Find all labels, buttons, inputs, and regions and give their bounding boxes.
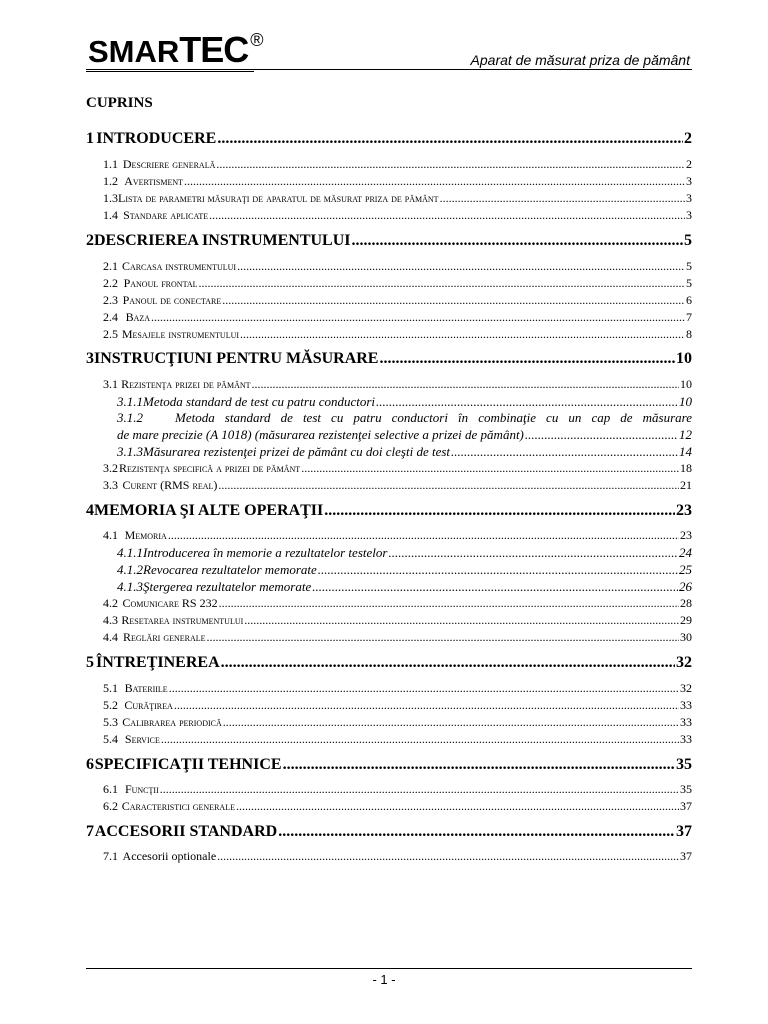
dot-leader [283,756,675,774]
dot-leader [219,596,679,611]
dot-leader [324,502,675,520]
toc-entry-page: 32 [676,654,692,671]
toc-entry-3-1-3[interactable] [117,444,692,461]
dot-leader [217,130,683,148]
toc-entry-title: Panoul frontal [123,276,198,290]
dot-leader [160,782,679,797]
dot-leader [161,732,679,747]
toc-entry-number: 1.1 [103,157,118,171]
header-title: Aparat de măsurat priza de pământ [470,52,690,68]
toc-entry-page: 23 [680,528,692,542]
toc-entry-number: 3.3 [103,478,118,492]
toc-entry-title: Caracteristici generale [121,799,235,813]
toc-entry-3-1-2[interactable] [117,410,692,427]
toc-entry-title: Avertisment [124,174,184,188]
toc-entry-5-4[interactable] [103,732,692,748]
toc-entry-title: Bateriile [124,681,168,695]
toc-entry-number: 5.4 [103,732,118,746]
dot-leader [216,157,685,172]
toc-entry-title: Rezistenţa prizei de pământ [121,377,251,391]
toc-entry-number: 4.2 [103,596,118,610]
logo-text-tail: TEC [179,29,249,70]
dot-leader [525,427,678,443]
toc-entry-1-3[interactable] [103,191,692,207]
toc-entry-continuation[interactable] [117,427,692,444]
page-number: - 1 - [372,972,396,987]
toc-entry-number: 3.1.3 [117,444,143,459]
header-divider [86,69,692,70]
toc-entry-number: 4.1.2 [117,562,143,577]
toc-entry-title: Metoda standard de test cu patru conductori în combinaţie cu un cap de măsurare [175,410,692,425]
toc-entry-number: 1 [86,130,94,147]
dot-leader [301,461,679,476]
toc-entry-page: 35 [680,782,692,796]
dot-leader [218,478,679,493]
toc-entry-1-2[interactable] [103,174,692,190]
toc-heading: CUPRINS [86,95,153,111]
toc-entry-number: 6 [86,756,94,773]
toc-entry-number: 2.2 [103,276,118,290]
toc-entry-1[interactable] [86,130,692,152]
dot-leader [209,208,685,223]
toc-entry-2-1[interactable] [103,259,692,275]
toc-entry-page: 30 [680,630,692,644]
toc-entry-1-1[interactable] [103,157,692,173]
toc-entry-2-3[interactable] [103,293,692,309]
toc-entry-page: 21 [680,478,692,492]
toc-entry-7-1[interactable] [103,849,692,865]
toc-entry-title: Metoda standard de test cu patru conductori [143,394,376,409]
toc-entry-title: DESCRIEREA INSTRUMENTULUI [94,232,351,249]
toc-entry-5-3[interactable] [103,715,692,731]
toc-entry-7[interactable] [86,823,692,845]
dot-leader [168,528,679,543]
toc-entry-title: Resetarea instrumentului [121,613,244,627]
toc-entry-page: 37 [680,799,692,813]
toc-entry-title-continued: de mare precizie (A 1018) (măsurarea rezistenţei selective a prizei de pământ) [117,427,524,442]
toc-entry-title: Ştergerea rezultatelor memorate [143,579,312,594]
toc-entry-number: 6.1 [103,782,118,796]
toc-entry-number: 2.3 [103,293,118,307]
toc-entry-number: 4.1 [103,528,118,542]
logo-text-main: SMAR [88,34,180,69]
toc-entry-page: 23 [676,502,692,519]
toc-entry-title: ÎNTREŢINEREA [96,654,220,671]
toc-entry-title: Accesorii optionale [122,849,217,863]
toc-entry-title: Revocarea rezultatelor memorate [143,562,317,577]
toc-entry-title: Mesajele instrumentului [121,327,240,341]
dot-leader [318,562,678,578]
toc-entry-number: 5 [86,654,94,671]
toc-entry-number: 7 [86,823,94,840]
toc-entry-number: 4.4 [103,630,118,644]
toc-entry-title: Descriere generală [122,157,216,171]
toc-entry-page: 3 [686,191,692,205]
dot-leader [236,799,679,814]
toc-entry-4-1[interactable] [103,528,692,544]
toc-entry-page: 14 [679,444,692,459]
dot-leader [237,259,685,274]
toc-entry-number: 1.2 [103,174,118,188]
toc-entry-3-1[interactable] [103,377,692,393]
toc-entry-4-1-2[interactable] [117,562,692,579]
toc-entry-page: 24 [679,545,692,560]
toc-entry-page: 25 [679,562,692,577]
toc-entry-page: 12 [679,427,692,442]
toc-entry-2-2[interactable] [103,276,692,292]
toc-entry-number: 4.3 [103,613,118,627]
dot-leader [278,823,675,841]
toc-entry-1-4[interactable] [103,208,692,224]
toc-entry-title: Curăţirea [124,698,173,712]
toc-entry-number: 2.5 [103,327,118,341]
toc-entry-number: 3.2 [103,461,118,475]
toc-entry-2[interactable] [86,232,692,254]
toc-entry-title: Standare aplicate [123,208,209,222]
toc-entry-title: INTRODUCERE [96,130,217,147]
toc-entry-3-2[interactable] [103,461,692,477]
toc-entry-page: 18 [680,461,692,475]
dot-leader [221,654,675,672]
toc-entry-title: Service [124,732,160,746]
toc-entry-page: 5 [684,232,692,249]
dot-leader [151,310,685,325]
toc-entry-title: Rezistenţa specifică a prizei de pământ [118,461,301,475]
toc-entry-page: 37 [676,823,692,840]
toc-entry-number: 4.1.3 [117,579,143,594]
toc-entry-number: 4.1.1 [117,545,143,560]
toc-entry-title: Carcasa instrumentului [121,259,237,273]
toc-entry-title: Măsurarea rezistenţei prizei de pământ cu doi cleşti de test [143,444,451,459]
toc-entry-number: 1.3 [103,191,118,205]
toc-entry-title: Panoul de conectare [122,293,222,307]
toc-entry-number: 4 [86,502,94,519]
toc-entry-2-5[interactable] [103,327,692,343]
dot-leader [169,681,679,696]
toc-entry-3-1-1[interactable] [117,394,692,411]
registered-mark: ® [250,30,263,50]
dot-leader [379,350,675,368]
toc-entry-2-4[interactable] [103,310,692,326]
toc-entry-title: Reglări generale [122,630,206,644]
toc-entry-number: 3.1.1 [117,394,143,409]
toc-entry-page: 32 [680,681,692,695]
toc-entry-6-2[interactable] [103,799,692,815]
toc-entry-page: 2 [686,157,692,171]
toc-entry-6[interactable] [86,756,692,778]
toc-entry-page: 37 [680,849,692,863]
dot-leader [217,849,679,864]
toc-entry-title: Funcţii [124,782,159,796]
dot-leader [184,174,685,189]
toc-entry-page: 8 [686,327,692,341]
page-header [86,28,692,70]
toc-entry-page: 3 [686,174,692,188]
toc-entry-4-3[interactable] [103,613,692,629]
dot-leader [174,698,679,713]
toc-entry-page: 6 [686,293,692,307]
toc-entry-page: 33 [680,715,692,729]
toc-entry-number: 1.4 [103,208,118,222]
toc-entry-title: MEMORIA ŞI ALTE OPERAŢII [94,502,324,519]
toc-entry-page: 7 [686,310,692,324]
dot-leader [198,276,685,291]
toc-entry-number: 3.1 [103,377,118,391]
dot-leader [207,630,679,645]
toc-entry-number: 5.1 [103,681,118,695]
dot-leader [451,444,678,460]
dot-leader [352,232,684,250]
toc-entry-page: 35 [676,756,692,773]
toc-entry-title: Memoria [124,528,167,542]
toc-entry-page: 10 [679,394,692,409]
toc-entry-title: SPECIFICAŢII TEHNICE [94,756,282,773]
toc-entry-title: Calibrarea periodică [122,715,222,729]
toc-entry-page: 10 [676,350,692,367]
toc-entry-page: 28 [680,596,692,610]
toc-entry-4[interactable] [86,502,692,524]
toc-entry-title: Lista de parametri măsuraţi de aparatul de măsurat priza de pământ [118,191,439,205]
dot-leader [240,327,685,342]
dot-leader [222,293,685,308]
toc-entry-number: 7.1 [103,849,118,863]
dot-leader [252,377,679,392]
toc-entry-page: 5 [686,276,692,290]
toc-entry-number: 2.4 [103,310,118,324]
toc-entry-4-4[interactable] [103,630,692,646]
toc-entry-4-1-3[interactable] [117,579,692,596]
toc-entry-page: 5 [686,259,692,273]
toc-entry-title: Baza [125,310,151,324]
footer-divider [86,968,692,969]
toc-entry-number: 6.2 [103,799,118,813]
toc-entry-title: ACCESORII STANDARD [94,823,278,840]
toc-entry-number: 5.3 [103,715,118,729]
toc-entry-5-1[interactable] [103,681,692,697]
dot-leader [312,579,678,595]
toc-entry-page: 29 [680,613,692,627]
toc-entry-6-1[interactable] [103,782,692,798]
dot-leader [244,613,679,628]
toc-entry-5-2[interactable] [103,698,692,714]
dot-leader [223,715,679,730]
logo-underline [86,71,254,72]
toc-entry-number: 2 [86,232,94,249]
toc-entry-number: 5.2 [103,698,118,712]
toc-entry-number: 3.1.2 [117,410,143,425]
dot-leader [440,191,685,206]
toc-entry-page: 33 [680,732,692,746]
toc-entry-4-2[interactable] [103,596,692,612]
toc-entry-number: 3 [86,350,94,367]
toc-entry-page: 3 [686,208,692,222]
toc-entry-title: Comunicare RS 232 [122,596,218,610]
toc-entry-4-1-1[interactable] [117,545,692,562]
toc-entry-page: 2 [684,130,692,147]
toc-entry-5[interactable] [86,654,692,676]
toc-entry-title: INSTRUCŢIUNI PENTRU MĂSURARE [94,350,379,367]
toc-entry-page: 10 [680,377,692,391]
toc-entry-3[interactable] [86,350,692,372]
dot-leader [376,394,678,410]
toc-entry-title: Curent (RMS real) [122,478,218,492]
toc-entry-page: 26 [679,579,692,594]
toc-entry-title: Introducerea în memorie a rezultatelor testelor [143,545,388,560]
toc-entry-number: 2.1 [103,259,118,273]
toc-entry-page: 33 [680,698,692,712]
toc-entry-3-3[interactable] [103,478,692,494]
dot-leader [388,545,678,561]
